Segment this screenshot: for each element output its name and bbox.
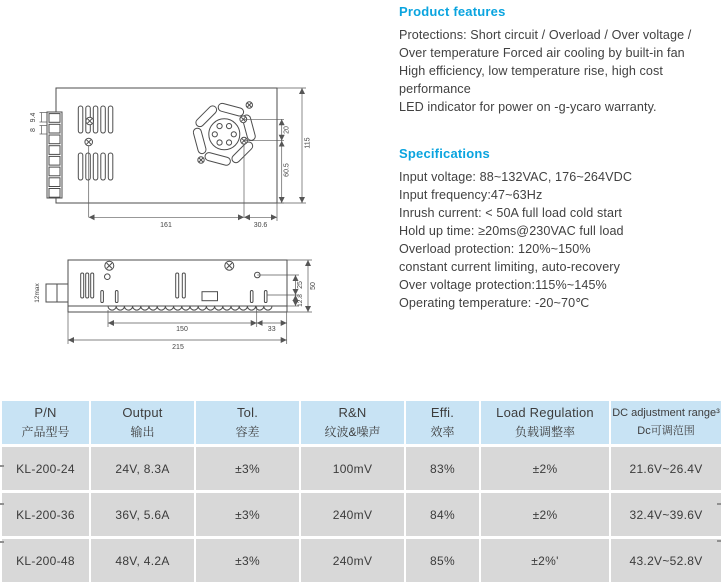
table-cell: 85% xyxy=(406,539,479,582)
table-cell: ±3% xyxy=(196,493,299,536)
spec-line: Inrush current: < 50A full load cold start xyxy=(399,206,622,220)
table-cell: 32.4V~39.6V xyxy=(611,493,721,536)
col-header-efficiency: Effi. 效率 xyxy=(406,401,479,444)
feature-line: LED indicator for power on -g-ycaro warranty. xyxy=(399,100,657,114)
dim-label-body-width: 115 xyxy=(304,137,312,149)
dim-label-body-height: 50 xyxy=(310,282,317,290)
bottom-fin-bumps xyxy=(108,306,272,310)
product-features-section xyxy=(399,4,721,116)
spec-line: Overload protection: 120%~150% xyxy=(399,242,591,256)
dim-label-mount-span: 161 xyxy=(160,222,172,229)
model-spec-table xyxy=(0,401,721,582)
dim-label-fan-offset: 60.5 xyxy=(283,163,291,177)
dim-label-hole-top: 25 xyxy=(297,281,304,289)
col-header-ripple-noise: R&N 纹波&噪声 xyxy=(301,401,404,444)
spec-line: Input frequency:47~63Hz xyxy=(399,188,543,202)
dim-label-hole-bottom: 12.8 xyxy=(297,294,304,307)
vent-slots-top xyxy=(78,106,113,180)
row-tick xyxy=(0,503,4,505)
label-plate xyxy=(202,292,218,301)
table-cell: 83% xyxy=(406,447,479,490)
col-header-dc-adjust-range: DC adjustment range³ Dc可调范围 xyxy=(611,401,721,444)
features-title: Product features xyxy=(399,4,506,19)
table-cell: 100mV xyxy=(301,447,404,490)
feature-line: High efficiency, low temperature rise, high cost xyxy=(399,64,664,78)
dim-label-fan-to-side: 30.6 xyxy=(253,222,268,229)
table-cell: KL-200-36 xyxy=(2,493,89,536)
spec-line: Operating temperature: -20~70℃ xyxy=(399,296,590,310)
col-header-output: Output 输出 xyxy=(91,401,194,444)
col-header-tolerance: Tol. 容差 xyxy=(196,401,299,444)
row-tick xyxy=(717,540,721,542)
table-cell: KL-200-48 xyxy=(2,539,89,582)
psu-side-view-drawing xyxy=(18,240,333,355)
terminal-block xyxy=(47,112,62,198)
dim-label-fin-span: 150 xyxy=(176,326,188,333)
table-cell: 24V, 8.3A xyxy=(91,447,194,490)
table-cell: 240mV xyxy=(301,539,404,582)
spec-line: constant current limiting, auto-recovery xyxy=(399,260,620,274)
col-header-pn: P/N 产品型号 xyxy=(2,401,89,444)
dimension-lines-top xyxy=(40,88,307,221)
table-cell: 48V, 4.2A xyxy=(91,539,194,582)
table-cell: KL-200-24 xyxy=(2,447,89,490)
row-tick xyxy=(0,465,4,467)
feature-line: Protections: Short circuit / Overload / Over voltage / xyxy=(399,28,692,42)
row-tick xyxy=(717,503,721,505)
spec-line: Input voltage: 88~132VAC, 176~264VDC xyxy=(399,170,633,184)
dim-label-fan-screw-gap: 20 xyxy=(283,126,291,134)
dim-label-terminal-step: 8 xyxy=(30,128,37,132)
specifications-section xyxy=(399,146,721,312)
spec-line: Hold up time: ≥20ms@230VAC full load xyxy=(399,224,624,238)
psu-side-body-outline xyxy=(68,260,287,312)
feature-line: Over temperature Forced air cooling by built-in fan xyxy=(399,46,685,60)
table-cell: ±3% xyxy=(196,539,299,582)
col-header-load-regulation: Load Regulation 负载调整率 xyxy=(481,401,609,444)
table-cell: 84% xyxy=(406,493,479,536)
terminal-plug xyxy=(46,284,68,302)
table-cell: ±2%' xyxy=(481,539,609,582)
dim-label-total-length: 215 xyxy=(172,344,184,351)
table-cell: 21.6V~26.4V xyxy=(611,447,721,490)
dim-label-plug-depth: 12max xyxy=(34,283,41,303)
psu-top-view-drawing xyxy=(18,78,333,230)
spec-line: Over voltage protection:115%~145% xyxy=(399,278,607,292)
feature-line: performance xyxy=(399,82,471,96)
table-cell: 240mV xyxy=(301,493,404,536)
table-cell: ±2% xyxy=(481,493,609,536)
specifications-title: Specifications xyxy=(399,146,490,161)
table-cell: ±3% xyxy=(196,447,299,490)
table-cell: 43.2V~52.8V xyxy=(611,539,721,582)
dim-label-terminal-pitch: 9.4 xyxy=(30,112,37,123)
table-cell: 36V, 5.6A xyxy=(91,493,194,536)
row-tick xyxy=(0,541,4,543)
table-cell: ±2% xyxy=(481,447,609,490)
dim-label-end-offset: 33 xyxy=(267,326,276,333)
